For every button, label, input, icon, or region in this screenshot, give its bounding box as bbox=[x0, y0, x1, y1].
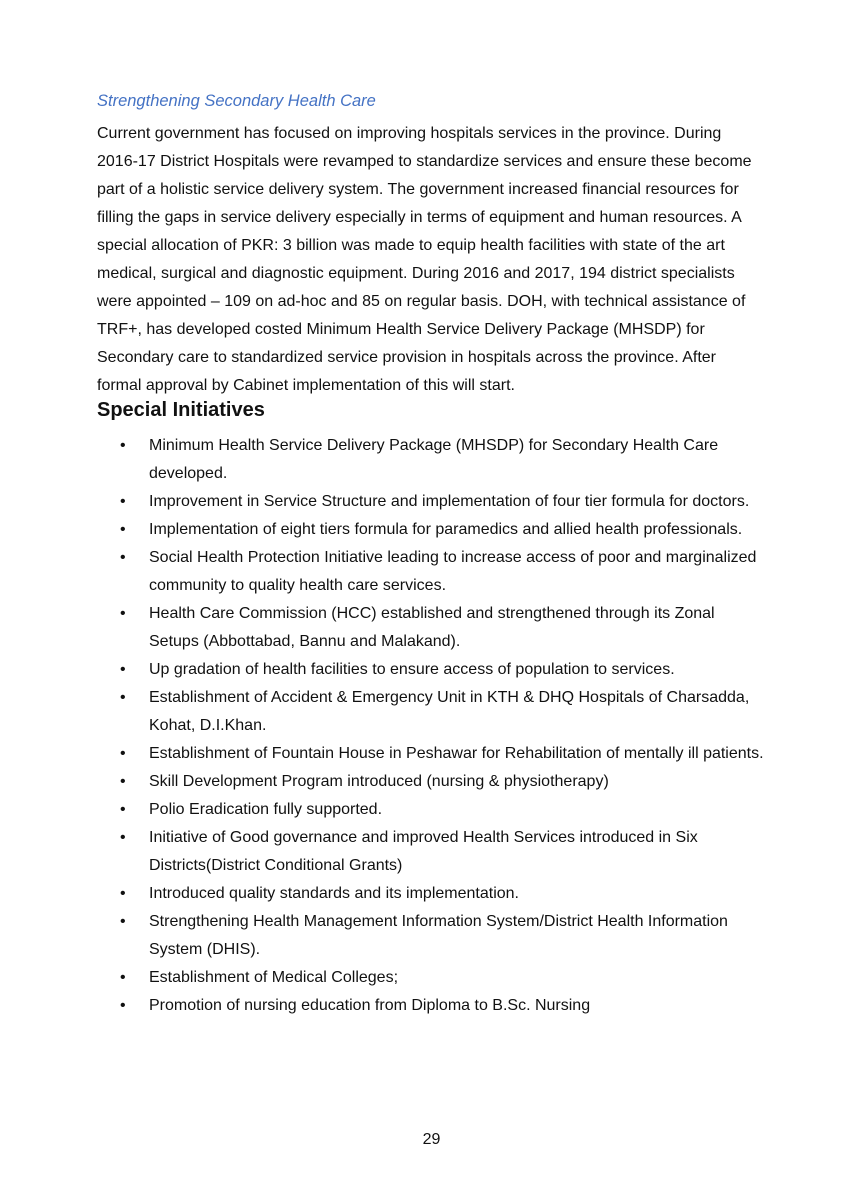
list-item-text: Improvement in Service Structure and implementation of four tier formula for doctors. bbox=[149, 493, 750, 510]
bullet-icon: • bbox=[120, 801, 126, 818]
list-item-text: Implementation of eight tiers formula for paramedics and allied health professionals. bbox=[149, 521, 743, 538]
list-item-text: Minimum Health Service Delivery Package (MHSDP) for Secondary Health Care developed. bbox=[149, 437, 719, 482]
list-item bbox=[0, 824, 764, 880]
paragraph-line: were appointed – 109 on ad-hoc and 85 on regular basis. DOH, with technical assistance of bbox=[97, 293, 746, 310]
paragraph-line: part of a holistic service delivery system. The government increased financial resources for bbox=[97, 181, 739, 198]
bullet-icon: • bbox=[120, 549, 126, 566]
paragraph-line: filling the gaps in service delivery especially in terms of equipment and human resources. A bbox=[97, 209, 742, 226]
list-item-text: Establishment of Fountain House in Peshawar for Rehabilitation of mentally ill patients. bbox=[149, 745, 764, 762]
paragraph-line: formal approval by Cabinet implementation of this will start. bbox=[97, 377, 515, 394]
body-paragraph bbox=[97, 120, 777, 400]
bullet-icon: • bbox=[120, 437, 126, 454]
bullet-icon: • bbox=[120, 745, 126, 762]
paragraph-line: Secondary care to standardized service provision in hospitals across the province. After bbox=[97, 349, 716, 366]
list-item bbox=[0, 992, 764, 1020]
bullet-icon: • bbox=[120, 997, 126, 1014]
section-heading: Special Initiatives bbox=[97, 399, 265, 421]
list-item-text: Strengthening Health Management Information System/District Health Information System (DHIS). bbox=[149, 913, 728, 958]
list-item bbox=[0, 796, 764, 824]
paragraph-line: 2016-17 District Hospitals were revamped to standardize services and ensure these become bbox=[97, 153, 752, 170]
list-item-text: Establishment of Medical Colleges; bbox=[149, 969, 399, 986]
bullet-icon: • bbox=[120, 493, 126, 510]
list-item-text: Polio Eradication fully supported. bbox=[149, 801, 383, 818]
list-item-text: Establishment of Accident & Emergency Unit in KTH & DHQ Hospitals of Charsadda, Kohat, D.I.Khan. bbox=[149, 689, 750, 734]
list-item-text: Promotion of nursing education from Diploma to B.Sc. Nursing bbox=[149, 997, 591, 1014]
list-item bbox=[0, 768, 764, 796]
list-item bbox=[0, 544, 764, 600]
page-number: 29 bbox=[422, 1131, 441, 1148]
bullet-icon: • bbox=[120, 689, 126, 706]
bullet-icon: • bbox=[120, 829, 126, 846]
initiatives-list bbox=[0, 432, 764, 1020]
bullet-icon: • bbox=[120, 969, 126, 986]
list-item bbox=[0, 516, 764, 544]
list-item-text: Social Health Protection Initiative leading to increase access of poor and marginalized community to quality health care services. bbox=[149, 549, 757, 594]
paragraph-line: Current government has focused on improving hospitals services in the province. During bbox=[97, 125, 722, 142]
bullet-icon: • bbox=[120, 605, 126, 622]
list-item-text: Up gradation of health facilities to ensure access of population to services. bbox=[149, 661, 675, 678]
list-item bbox=[0, 740, 764, 768]
list-item bbox=[0, 880, 764, 908]
bullet-icon: • bbox=[120, 913, 126, 930]
list-item-text: Introduced quality standards and its implementation. bbox=[149, 885, 519, 902]
list-item-text: Skill Development Program introduced (nursing & physiotherapy) bbox=[149, 773, 609, 790]
list-item bbox=[0, 684, 764, 740]
list-item bbox=[0, 656, 764, 684]
list-item bbox=[0, 432, 764, 488]
bullet-icon: • bbox=[120, 521, 126, 538]
paragraph-line: TRF+, has developed costed Minimum Health Service Delivery Package (MHSDP) for bbox=[97, 321, 705, 338]
list-item bbox=[0, 488, 764, 516]
list-item-text: Health Care Commission (HCC) established and strengthened through its Zonal Setups (Abbottabad, Bannu and Malakand). bbox=[149, 605, 715, 650]
bullet-icon: • bbox=[120, 661, 126, 678]
bullet-icon: • bbox=[120, 885, 126, 902]
list-item bbox=[0, 964, 764, 992]
list-item-text: Initiative of Good governance and improved Health Services introduced in Six Districts(District Conditional Grants) bbox=[149, 829, 698, 874]
list-item bbox=[0, 908, 764, 964]
list-item bbox=[0, 600, 764, 656]
paragraph-line: special allocation of PKR: 3 billion was made to equip health facilities with state of the art bbox=[97, 237, 725, 254]
bullet-icon: • bbox=[120, 773, 126, 790]
paragraph-line: medical, surgical and diagnostic equipment. During 2016 and 2017, 194 district specialists bbox=[97, 265, 735, 282]
section-subheading: Strengthening Secondary Health Care bbox=[97, 92, 376, 110]
